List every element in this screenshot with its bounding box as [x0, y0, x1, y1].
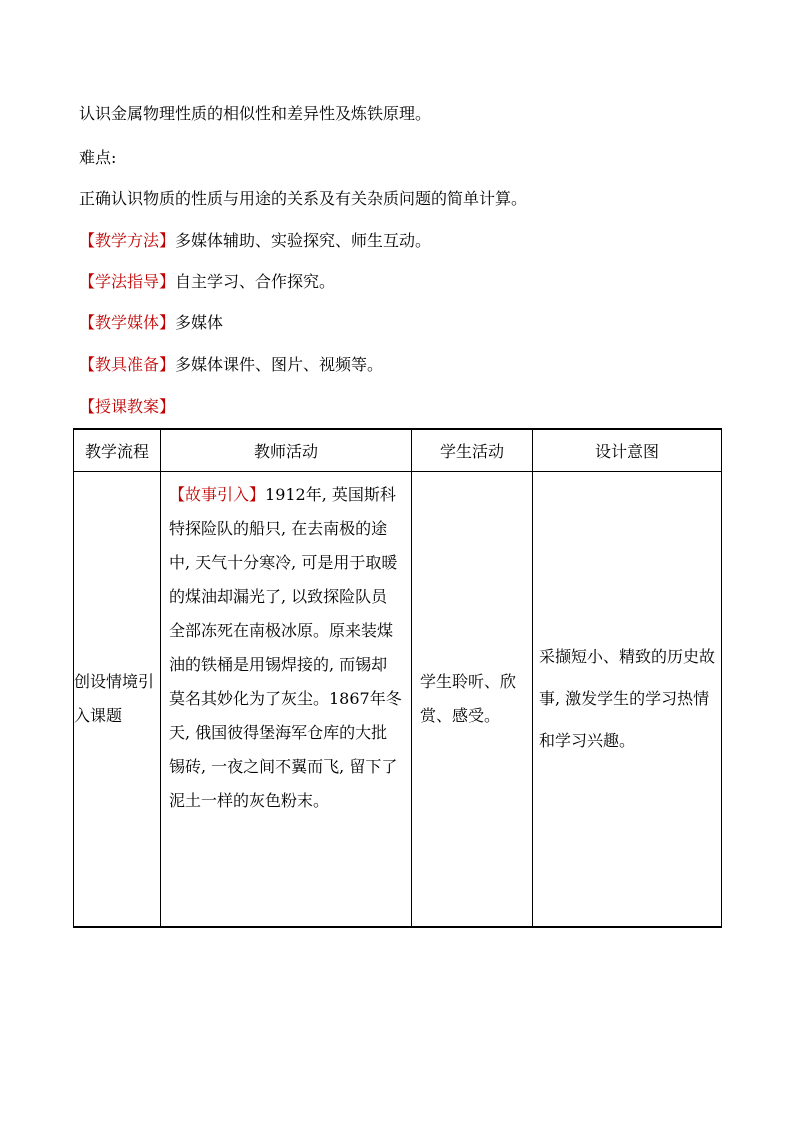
teaching-tools-text: 多媒体课件、图片、视频等。 [175, 355, 384, 374]
story-intro-text: 1912年, 英国斯科特探险队的船只, 在去南极的途中, 天气十分寒冷, 可是用于取暖的煤油却漏光了, 以致探险队员全部冻死在南极冰原。原来装煤油的铁桶是用锡焊接的, 而锡却莫名其妙化为了灰尘。1867年冬天, 俄国彼得堡海军仓库的大批锡砖, 一夜之间不翼而飞, 留下了泥土一样的灰色粉末。 [169, 485, 402, 810]
difficulty-text: 正确认识物质的性质与用途的关系及有关杂质问题的简单计算。 [79, 189, 528, 208]
cell-teacher-activity [161, 472, 412, 928]
difficulty-label: 难点: [79, 148, 117, 167]
teaching-method-text: 多媒体辅助、实验探究、师生互动。 [175, 231, 432, 250]
table-header-row [74, 429, 722, 472]
header-teacher-activity: 教师活动 [161, 429, 412, 472]
lesson-plan-line [79, 397, 175, 417]
lesson-plan-tag: 【授课教案】 [79, 397, 176, 416]
cell-flow: 创设情境引入课题 [74, 472, 161, 928]
teaching-tools-line [79, 355, 383, 375]
story-intro-tag: 【故事引入】 [169, 485, 266, 504]
learning-guidance-tag: 【学法指导】 [79, 272, 176, 291]
lesson-plan-table [73, 428, 722, 928]
teaching-media-tag: 【教学媒体】 [79, 313, 176, 332]
header-design-intent: 设计意图 [533, 429, 722, 472]
cell-design-intent: 采撷短小、精致的历史故事, 激发学生的学习热情和学习兴趣。 [533, 472, 722, 928]
teaching-media-text: 多媒体 [175, 313, 224, 332]
key-point-text: 认识金属物理性质的相似性和差异性及炼铁原理。 [79, 104, 432, 123]
cell-student-activity: 学生聆听、欣赏、感受。 [412, 472, 533, 928]
teaching-media-line [79, 313, 223, 333]
table-row [74, 472, 722, 928]
teaching-method-line [79, 231, 431, 251]
learning-guidance-text: 自主学习、合作探究。 [175, 272, 336, 291]
learning-guidance-line [79, 272, 335, 292]
header-flow: 教学流程 [74, 429, 161, 472]
teaching-tools-tag: 【教具准备】 [79, 355, 176, 374]
header-student-activity: 学生活动 [412, 429, 533, 472]
teaching-method-tag: 【教学方法】 [79, 231, 176, 250]
